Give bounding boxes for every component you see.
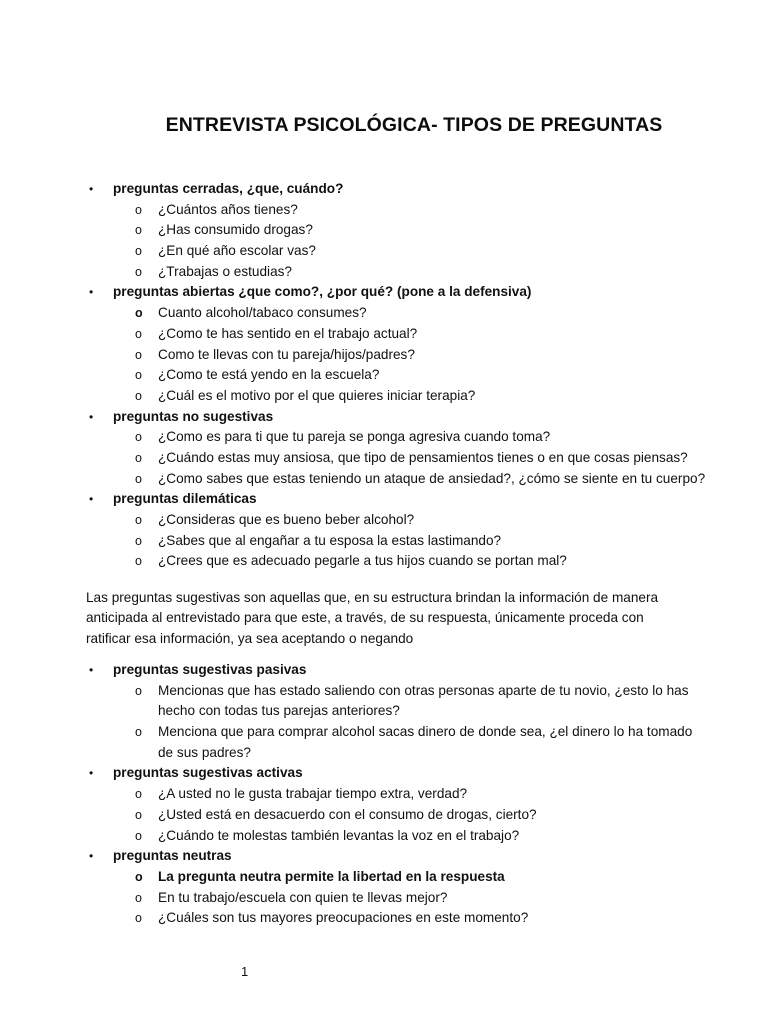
sub-bullet-marker: o	[135, 807, 142, 822]
paragraph-line: Las preguntas sugestivas son aquellas que, en su estructura brindan la información de manera	[86, 590, 659, 605]
sub-bullet-marker: o	[135, 223, 142, 238]
bullet-marker: •	[89, 492, 94, 507]
paragraph-line: ratificar esa información, ya sea aceptando o negando	[86, 630, 414, 646]
bullet-heading	[0, 489, 768, 510]
list-item-text: ¿Cuándo estas muy ansiosa, que tipo de pensamientos tienes o en que cosas piensas?	[158, 449, 688, 465]
sub-bullet-marker: o	[135, 911, 142, 926]
sub-bullet-marker: o	[135, 471, 142, 486]
bullet-heading	[0, 846, 768, 867]
list-item-text: de sus padres?	[158, 744, 251, 760]
question-list-top	[0, 179, 768, 572]
sub-bullet-marker: o	[135, 683, 142, 698]
list-item-continuation	[0, 701, 768, 722]
sub-bullet-marker: o	[135, 828, 142, 843]
page-number: 1	[241, 964, 249, 979]
bullet-heading-text: preguntas neutras	[113, 848, 232, 864]
list-item-text: Mencionas que has estado saliendo con otras personas aparte de tu novio, ¿esto lo has	[158, 682, 689, 698]
sub-bullet-marker: o	[135, 787, 142, 802]
bullet-heading	[0, 407, 768, 428]
list-item-text: ¿Cuál es el motivo por el que quieres iniciar terapia?	[158, 387, 476, 403]
sub-bullet-marker: o	[135, 202, 142, 217]
list-item	[0, 345, 768, 366]
list-item	[0, 888, 768, 909]
list-item-text: ¿Consideras que es bueno beber alcohol?	[158, 512, 415, 527]
list-item	[0, 200, 768, 221]
sub-bullet-marker: o	[135, 430, 142, 445]
list-item	[0, 365, 768, 386]
sub-bullet-marker: o	[135, 306, 143, 321]
sub-bullet-marker: o	[135, 725, 142, 740]
sub-bullet-marker: o	[135, 513, 142, 527]
list-item-text: ¿Como te has sentido en el trabajo actual?	[158, 325, 418, 341]
sub-bullet-marker: o	[135, 368, 142, 383]
list-item	[0, 551, 768, 572]
paragraph-line: anticipada al entrevistado para que este, a través, de su respuesta, únicamente proceda con	[86, 610, 644, 626]
bullet-marker: •	[89, 663, 94, 677]
list-item	[0, 427, 768, 448]
list-item	[0, 510, 768, 531]
list-item-text: ¿A usted no le gusta trabajar tiempo extra, verdad?	[158, 786, 468, 802]
bullet-marker: •	[89, 409, 94, 424]
sub-bullet-marker: o	[135, 890, 142, 905]
list-item-continuation	[0, 743, 768, 764]
list-item	[0, 722, 768, 743]
sub-bullet-marker: o	[135, 869, 143, 884]
list-item-text: La pregunta neutra permite la libertad en la respuesta	[158, 868, 505, 884]
bullet-marker: •	[89, 766, 94, 781]
list-item	[0, 826, 768, 847]
list-item	[0, 262, 768, 283]
list-item	[0, 386, 768, 407]
bullet-heading-text: preguntas no sugestivas	[113, 408, 274, 424]
bullet-heading-text: preguntas dilemáticas	[113, 491, 257, 507]
list-item-text: ¿Crees que es adecuado pegarle a tus hijos cuando se portan mal?	[158, 553, 567, 569]
list-item	[0, 241, 768, 262]
list-item	[0, 681, 768, 702]
bullet-marker: •	[89, 285, 94, 300]
list-item	[0, 303, 768, 324]
page-title: ENTREVISTA PSICOLÓGICA- TIPOS DE PREGUNTAS	[165, 114, 663, 136]
list-item-text: ¿En qué año escolar vas?	[158, 243, 316, 259]
list-item-text: ¿Cuántos años tienes?	[158, 201, 298, 217]
list-item-text: ¿Cuáles son tus mayores preocupaciones en este momento?	[158, 910, 529, 926]
sub-bullet-marker: o	[135, 450, 142, 465]
bullet-heading-text: preguntas sugestivas activas	[113, 765, 303, 781]
list-item-text: Cuanto alcohol/tabaco consumes?	[158, 305, 367, 321]
bullet-marker: •	[89, 849, 94, 864]
list-item	[0, 908, 768, 929]
sub-bullet-marker: o	[135, 264, 142, 279]
list-item-text: Menciona que para comprar alcohol sacas dinero de donde sea, ¿el dinero lo ha tomado	[158, 724, 693, 740]
list-item-text: ¿Cuándo te molestas también levantas la voz en el trabajo?	[158, 827, 520, 843]
list-item	[0, 805, 768, 826]
list-item	[0, 448, 768, 469]
bullet-marker: •	[89, 182, 94, 196]
list-item-text: Como te llevas con tu pareja/hijos/padres?	[158, 346, 415, 362]
list-item-text: En tu trabajo/escuela con quien te llevas mejor?	[158, 889, 448, 905]
bullet-heading-text: preguntas sugestivas pasivas	[113, 662, 307, 677]
sub-bullet-marker: o	[135, 388, 142, 403]
sub-bullet-marker: o	[135, 326, 142, 341]
list-item	[0, 531, 768, 552]
sub-bullet-marker: o	[135, 244, 142, 259]
bullet-heading-text: preguntas cerradas, ¿que, cuándo?	[113, 181, 344, 196]
list-item-text: ¿Has consumido drogas?	[158, 222, 313, 238]
sub-bullet-marker: o	[135, 533, 142, 548]
list-item-text: ¿Usted está en desacuerdo con el consumo de drogas, cierto?	[158, 806, 537, 822]
list-item-text: ¿Como sabes que estas teniendo un ataque de ansiedad?, ¿cómo se siente en tu cuerpo?	[158, 470, 706, 486]
list-item	[0, 469, 768, 490]
list-item-text: hecho con todas tus parejas anteriores?	[158, 703, 400, 719]
explanatory-paragraph	[86, 588, 726, 649]
bullet-heading	[0, 179, 768, 200]
sub-bullet-marker: o	[135, 347, 142, 362]
list-item	[0, 784, 768, 805]
list-item-text: ¿Trabajas o estudias?	[158, 263, 292, 279]
bullet-heading	[0, 282, 768, 303]
list-item-text: ¿Como es para ti que tu pareja se ponga agresiva cuando toma?	[158, 429, 551, 445]
bullet-heading	[0, 660, 768, 681]
list-item	[0, 867, 768, 888]
list-item-text: ¿Sabes que al engañar a tu esposa la estas lastimando?	[158, 532, 502, 548]
sub-bullet-marker: o	[135, 554, 142, 569]
bullet-heading	[0, 763, 768, 784]
list-item	[0, 324, 768, 345]
bullet-heading-text: preguntas abiertas ¿que como?, ¿por qué? (pone a la defensiva)	[113, 284, 532, 300]
question-list-bottom	[0, 660, 768, 929]
list-item	[0, 220, 768, 241]
list-item-text: ¿Como te está yendo en la escuela?	[158, 367, 380, 383]
